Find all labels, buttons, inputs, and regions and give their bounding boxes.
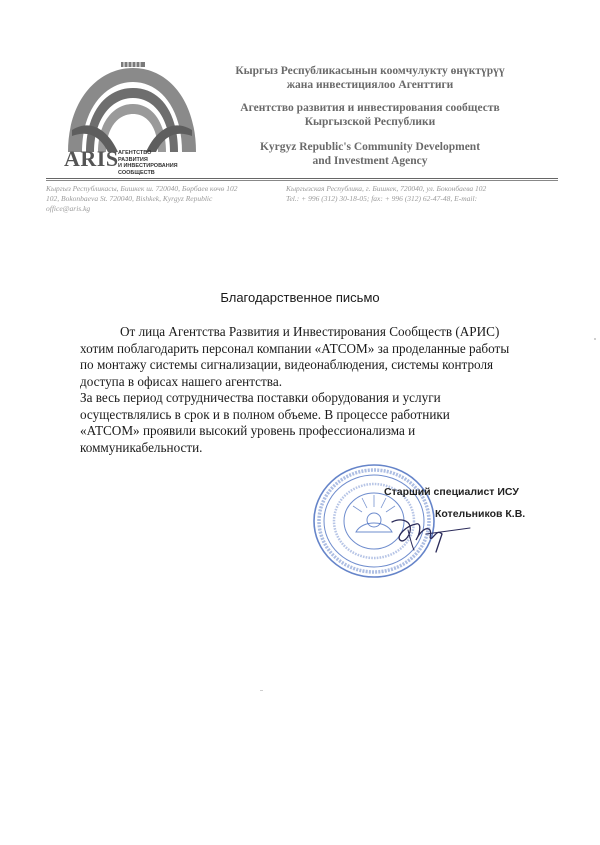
scan-speck xyxy=(260,690,263,691)
org-name-kyrgyz: Кыргыз Республикасынын коомчулукту өнүктүрүү жана инвестициялоо Агенттиги xyxy=(235,65,505,91)
header-divider xyxy=(46,178,558,179)
address-left: Кыргыз Республикасы, Бишкек ш. 720040, Бөрбаев көчө 102 102, Bokonbaeva St. 720040, Bishkek, Kyrgyz Republic office@aris.kg xyxy=(46,184,238,213)
letter-paragraph-2 xyxy=(80,390,550,456)
org-name-english: Kyrgyz Republic's Community Development and Investment Agency xyxy=(259,141,481,167)
letter-paragraph-1 xyxy=(80,324,550,390)
scan-speck xyxy=(594,338,596,340)
letter-title: Благодарственное письмо xyxy=(220,290,380,305)
logo-wordmark: ARIS xyxy=(64,146,119,171)
org-name-russian: Агентство развития и инвестирования сообществ Кыргызской Республики xyxy=(240,102,500,128)
address-right: Кыргызская Республика, г. Бишкек, 720040, ул. Боконбаева 102 Tel.: + 996 (312) 30-18-05; fax: + 996 (312) 62-47-48, E-mail: xyxy=(286,184,487,203)
paragraph-line: осуществлялись в срок и в полном объеме. В процессе работники xyxy=(80,406,450,422)
header-divider-secondary xyxy=(46,180,558,181)
aris-logo xyxy=(58,60,198,180)
paragraph-line: доступа в офисах нашего агентства. xyxy=(80,373,282,389)
paragraph-line: по монтажу системы сигнализации, видеонаблюдения, системы контроля xyxy=(80,357,494,373)
paragraph-line: хотим поблагодарить персонал компании «АТСОМ» за проделанные работы xyxy=(80,340,510,356)
paragraph-line: «АТСОМ» проявили высокий уровень профессионализма и xyxy=(80,423,416,439)
handwritten-signature xyxy=(386,500,476,556)
paragraph-line: коммуникабельности. xyxy=(80,439,203,455)
paragraph-line: За весь период сотрудничества поставки оборудования и услуги xyxy=(80,390,441,405)
signatory-name: Котельников К.В. xyxy=(435,508,526,520)
paragraph-line: От лица Агентства Развития и Инвестирования Сообществ (АРИС) xyxy=(120,324,500,339)
signatory-role: Старший специалист ИСУ xyxy=(384,486,519,498)
logo-subtitle: АГЕНТСТВО РАЗВИТИЯ И ИНВЕСТИРОВАНИЯ СООБЩЕСТВ xyxy=(118,150,178,176)
